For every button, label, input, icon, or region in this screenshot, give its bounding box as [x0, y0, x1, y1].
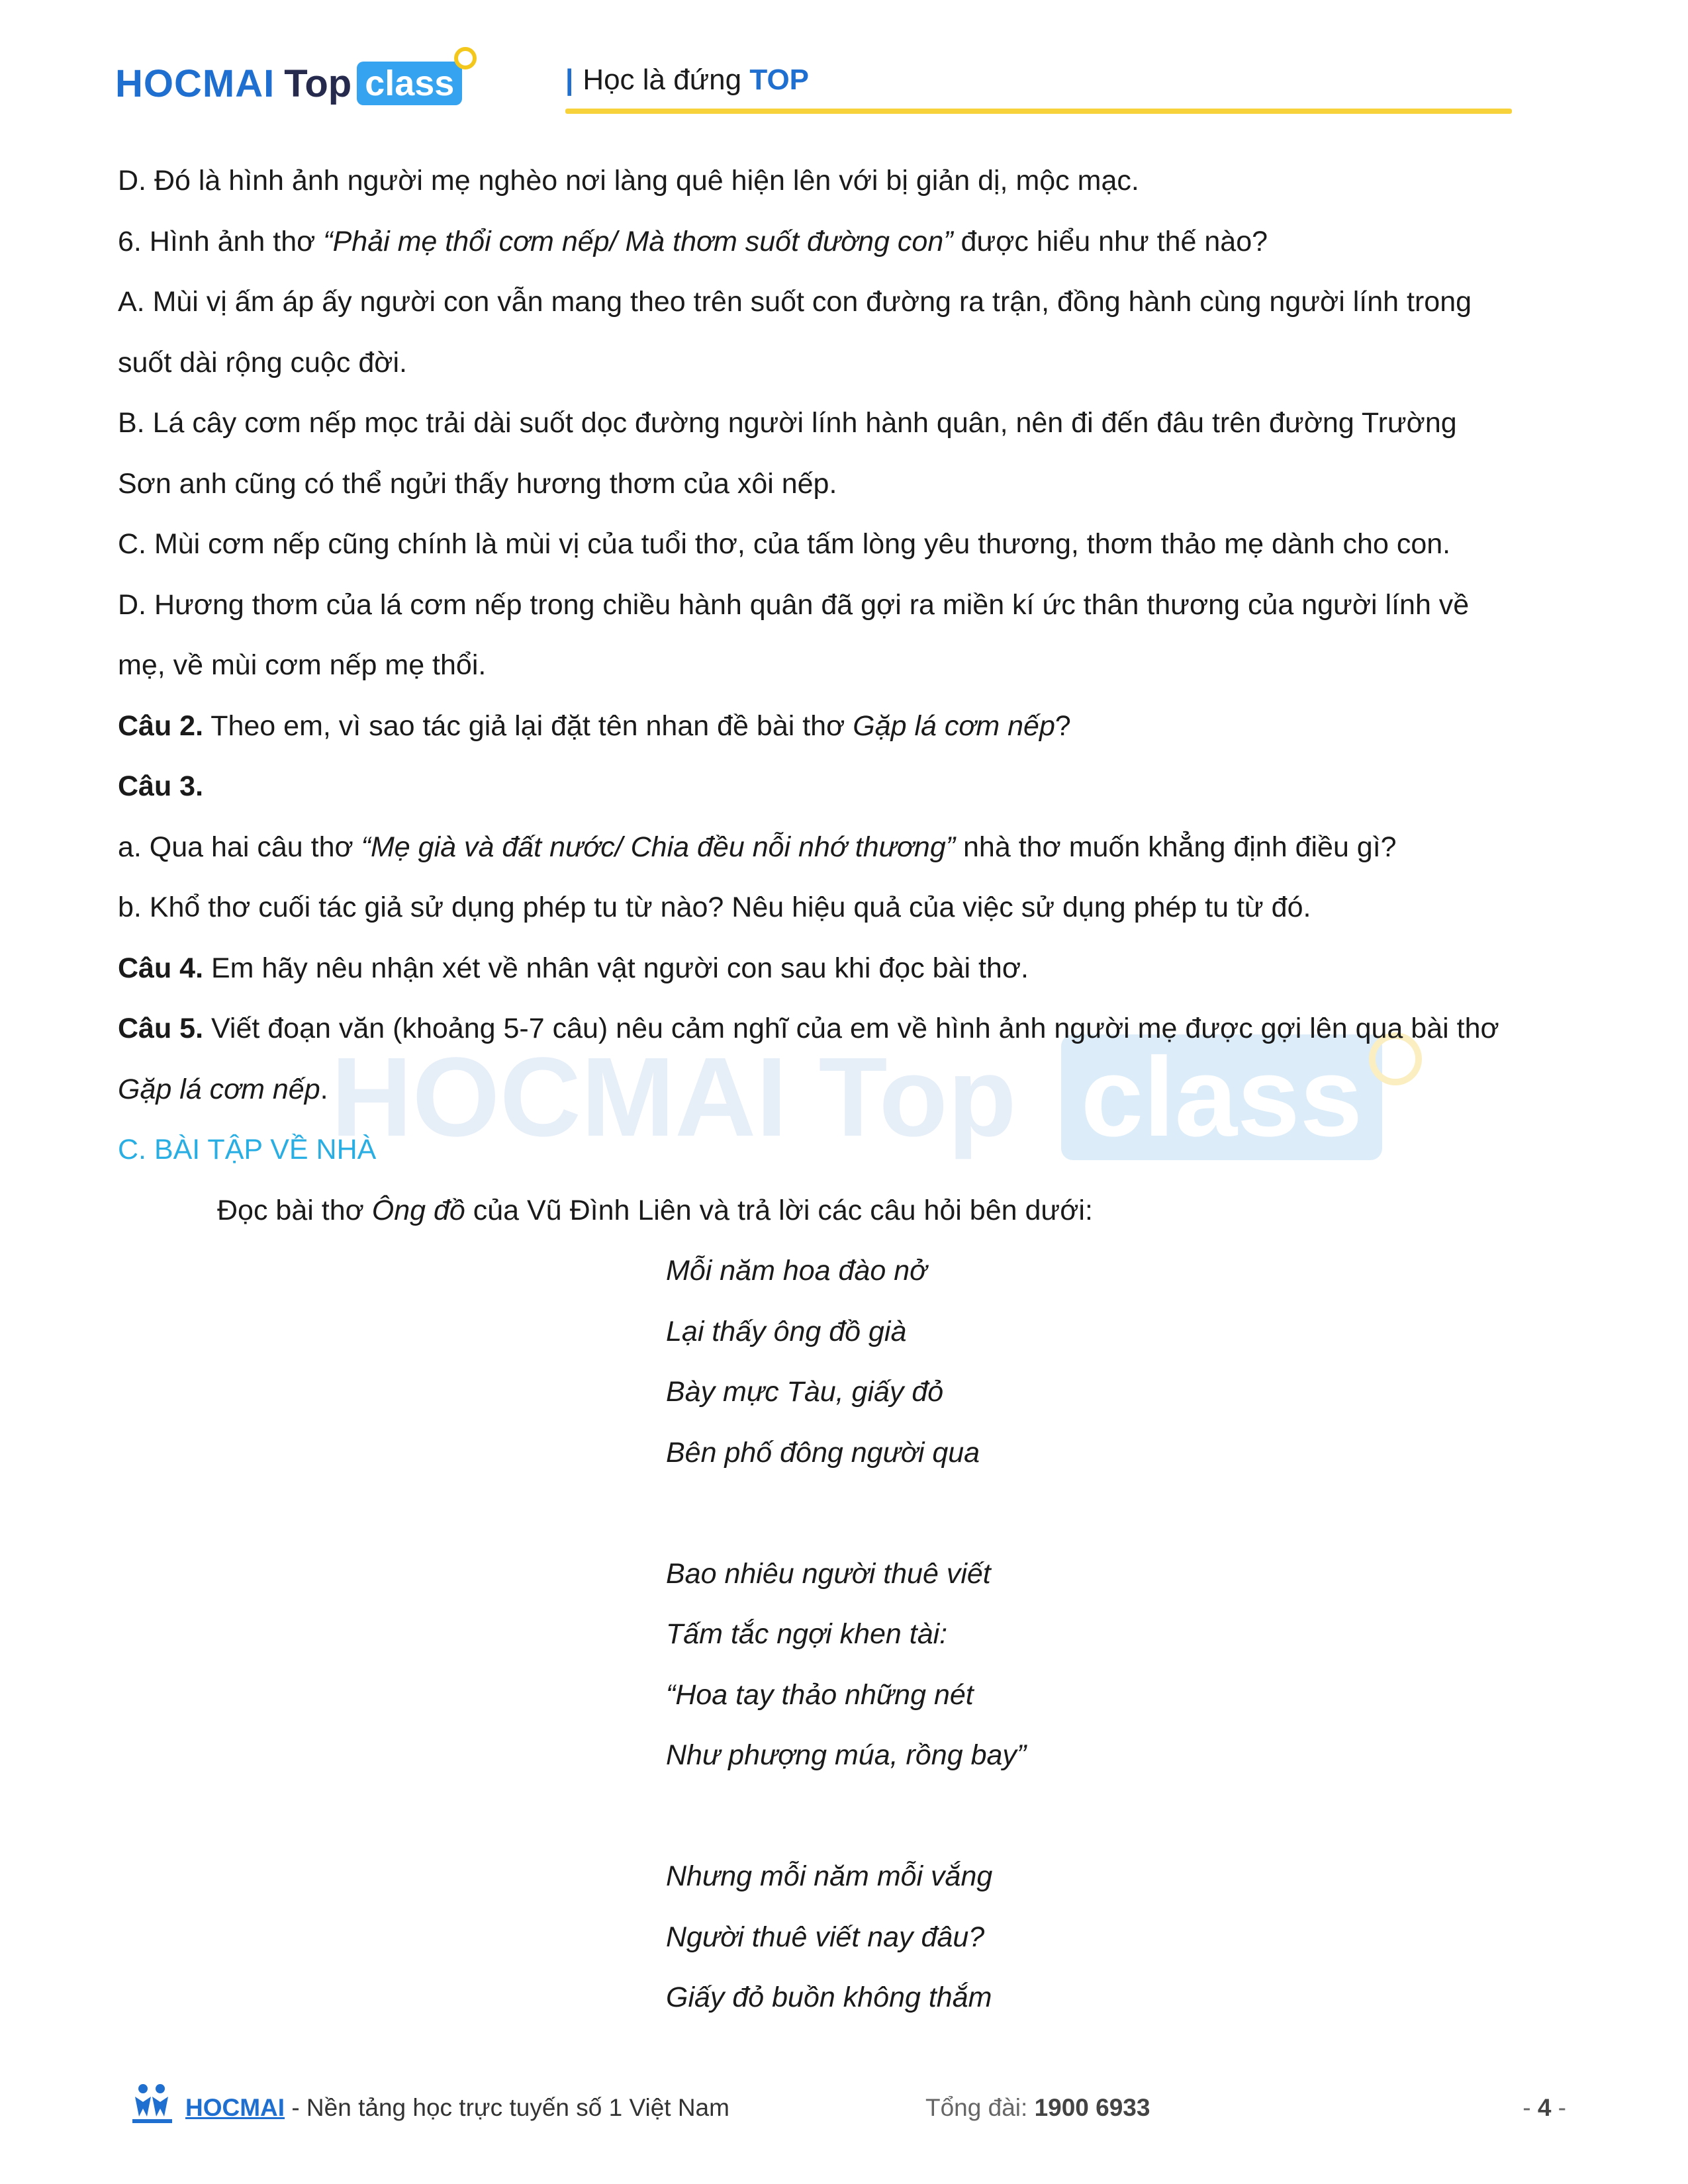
- question-cau-5-cont: [118, 1060, 1574, 1120]
- poem: [118, 1241, 1574, 2028]
- q3a-text: a. Qua hai câu thơ: [118, 831, 361, 863]
- q3a-text-end: nhà thơ muốn khẳng định điều gì?: [955, 831, 1397, 863]
- intro-text: Đọc bài thơ: [217, 1194, 372, 1226]
- question-6-text-end: được hiểu như thế nào?: [953, 225, 1268, 257]
- option-b: B. Lá cây cơm nếp mọc trải dài suốt dọc đường người lính hành quân, nên đi đến đâu trên đường Trường: [118, 407, 1457, 439]
- hotline-label: Tổng đài:: [925, 2094, 1035, 2121]
- watermark-hocmai: HOCMAI: [331, 1034, 788, 1160]
- logo-class-text: class: [365, 64, 455, 103]
- page-number: [1523, 2094, 1566, 2122]
- cau-2-poem-title: Gặp lá cơm nếp: [853, 709, 1055, 742]
- footer-hocmai-link[interactable]: HOCMAI: [185, 2094, 285, 2121]
- poem-line: Người thuê viết nay đâu?: [666, 1921, 985, 1953]
- logo-top-text: Top: [284, 62, 352, 105]
- option-a-cont: suốt dài rộng cuộc đời.: [118, 346, 407, 379]
- cau-2-end: ?: [1055, 709, 1071, 742]
- cau-2-text: Theo em, vì sao tác giả lại đặt tên nhan đề bài thơ: [203, 709, 853, 742]
- header-slogan: [565, 64, 809, 97]
- intro-poem-title: Ông đồ: [371, 1194, 465, 1226]
- stanza-gap: [666, 1483, 1574, 1544]
- option-a: A. Mùi vị ấm áp ấy người con vẫn mang theo trên suốt con đường ra trận, đồng hành cùng người lính trong: [118, 286, 1472, 318]
- poem-line: Bên phố đông người qua: [666, 1436, 980, 1469]
- header-underline: [565, 109, 1512, 114]
- cau-2-label: Câu 2.: [118, 709, 204, 742]
- question-cau-2: [118, 696, 1574, 757]
- poem-line: Tấm tắc ngợi khen tài:: [666, 1618, 948, 1650]
- logo-class-badge: [357, 62, 462, 105]
- page-suffix: -: [1551, 2094, 1566, 2121]
- cau-4-label: Câu 4.: [118, 952, 204, 984]
- footer-hotline: [925, 2094, 1150, 2122]
- watermark-class: class: [1061, 1034, 1382, 1160]
- option-c: C. Mùi cơm nếp cũng chính là mùi vị của tuổi thơ, của tấm lòng yêu thương, thơm thảo mẹ dành cho con.: [118, 528, 1451, 560]
- question-6: [118, 212, 1574, 273]
- question-6-quote: “Phải mẹ thổi cơm nếp/ Mà thơm suốt đường con”: [323, 225, 953, 257]
- option-d-2: D. Hương thơm của lá cơm nếp trong chiều hành quân đã gợi ra miền kí ức thân thương của người lính về: [118, 588, 1470, 621]
- q3a-quote: “Mẹ già và đất nước/ Chia đều nỗi nhớ thương”: [361, 831, 956, 863]
- slogan-divider: |: [565, 64, 574, 96]
- page-prefix: -: [1523, 2094, 1538, 2121]
- poem-line: Nhưng mỗi năm mỗi vắng: [666, 1860, 993, 1892]
- page-footer: [130, 2078, 1566, 2131]
- poem-line: Như phượng múa, rồng bay”: [666, 1739, 1027, 1771]
- intro-text-end: của Vũ Đình Liên và trả lời các câu hỏi bên dưới:: [465, 1194, 1093, 1226]
- hocmai-topclass-logo: [115, 58, 462, 109]
- cau-4-text: Em hãy nêu nhận xét về nhân vật người con sau khi đọc bài thơ.: [203, 952, 1029, 984]
- question-cau-5: [118, 999, 1574, 1060]
- poem-line: Giấy đỏ buồn không thắm: [666, 1981, 992, 2013]
- footer-tagline: - Nền tảng học trực tuyến số 1 Việt Nam: [285, 2094, 729, 2121]
- hotline-number: 1900 6933: [1034, 2094, 1150, 2121]
- option-d: D. Đó là hình ảnh người mẹ nghèo nơi làng quê hiện lên với bị giản dị, mộc mạc.: [118, 165, 1139, 197]
- question-cau-3: [118, 756, 1574, 817]
- cau-5-text: Viết đoạn văn (khoảng 5-7 câu) nêu cảm nghĩ của em về hình ảnh người mẹ được gợi lên qua bài thơ: [203, 1013, 1499, 1044]
- cau-5-label: Câu 5.: [118, 1013, 204, 1044]
- poem-line: “Hoa tay thảo những nét: [666, 1678, 974, 1711]
- question-3a: [118, 817, 1574, 878]
- cau-5-end: .: [320, 1073, 328, 1105]
- option-b-cont: Sơn anh cũng có thể ngửi thấy hương thơm của xôi nếp.: [118, 467, 837, 500]
- slogan-top: TOP: [749, 64, 810, 96]
- option-d-2-cont: mẹ, về mùi cơm nếp mẹ thổi.: [118, 649, 487, 681]
- footer-brand: [185, 2094, 729, 2122]
- poem-intro: [118, 1181, 1574, 1242]
- hocmai-people-icon: [130, 2079, 176, 2126]
- poem-line: Bao nhiêu người thuê viết: [666, 1557, 991, 1590]
- document-body: [118, 151, 1574, 2028]
- slogan-prefix: Học là đứng: [583, 64, 750, 96]
- poem-line: Lại thấy ông đồ già: [666, 1315, 907, 1347]
- logo-hocmai-text: HOCMAI: [115, 62, 275, 105]
- cau-3-label: Câu 3.: [118, 770, 204, 802]
- watermark-top: Top: [818, 1034, 1017, 1160]
- stanza-gap: [666, 1786, 1574, 1847]
- section-heading-c: C. BÀI TẬP VỀ NHÀ: [118, 1134, 377, 1165]
- page-header: [115, 40, 1512, 119]
- poem-line: Bày mực Tàu, giấy đỏ: [666, 1376, 944, 1408]
- page-number-value: 4: [1537, 2094, 1552, 2121]
- question-cau-4: [118, 938, 1574, 999]
- question-3b: b. Khổ thơ cuối tác giả sử dụng phép tu từ nào? Nêu hiệu quả của việc sử dụng phép tu từ đó.: [118, 891, 1311, 923]
- cau-5-poem-title: Gặp lá cơm nếp: [118, 1073, 320, 1105]
- sun-icon: [454, 47, 477, 69]
- poem-line: Mỗi năm hoa đào nở: [666, 1255, 927, 1287]
- question-6-text: 6. Hình ảnh thơ: [118, 225, 324, 257]
